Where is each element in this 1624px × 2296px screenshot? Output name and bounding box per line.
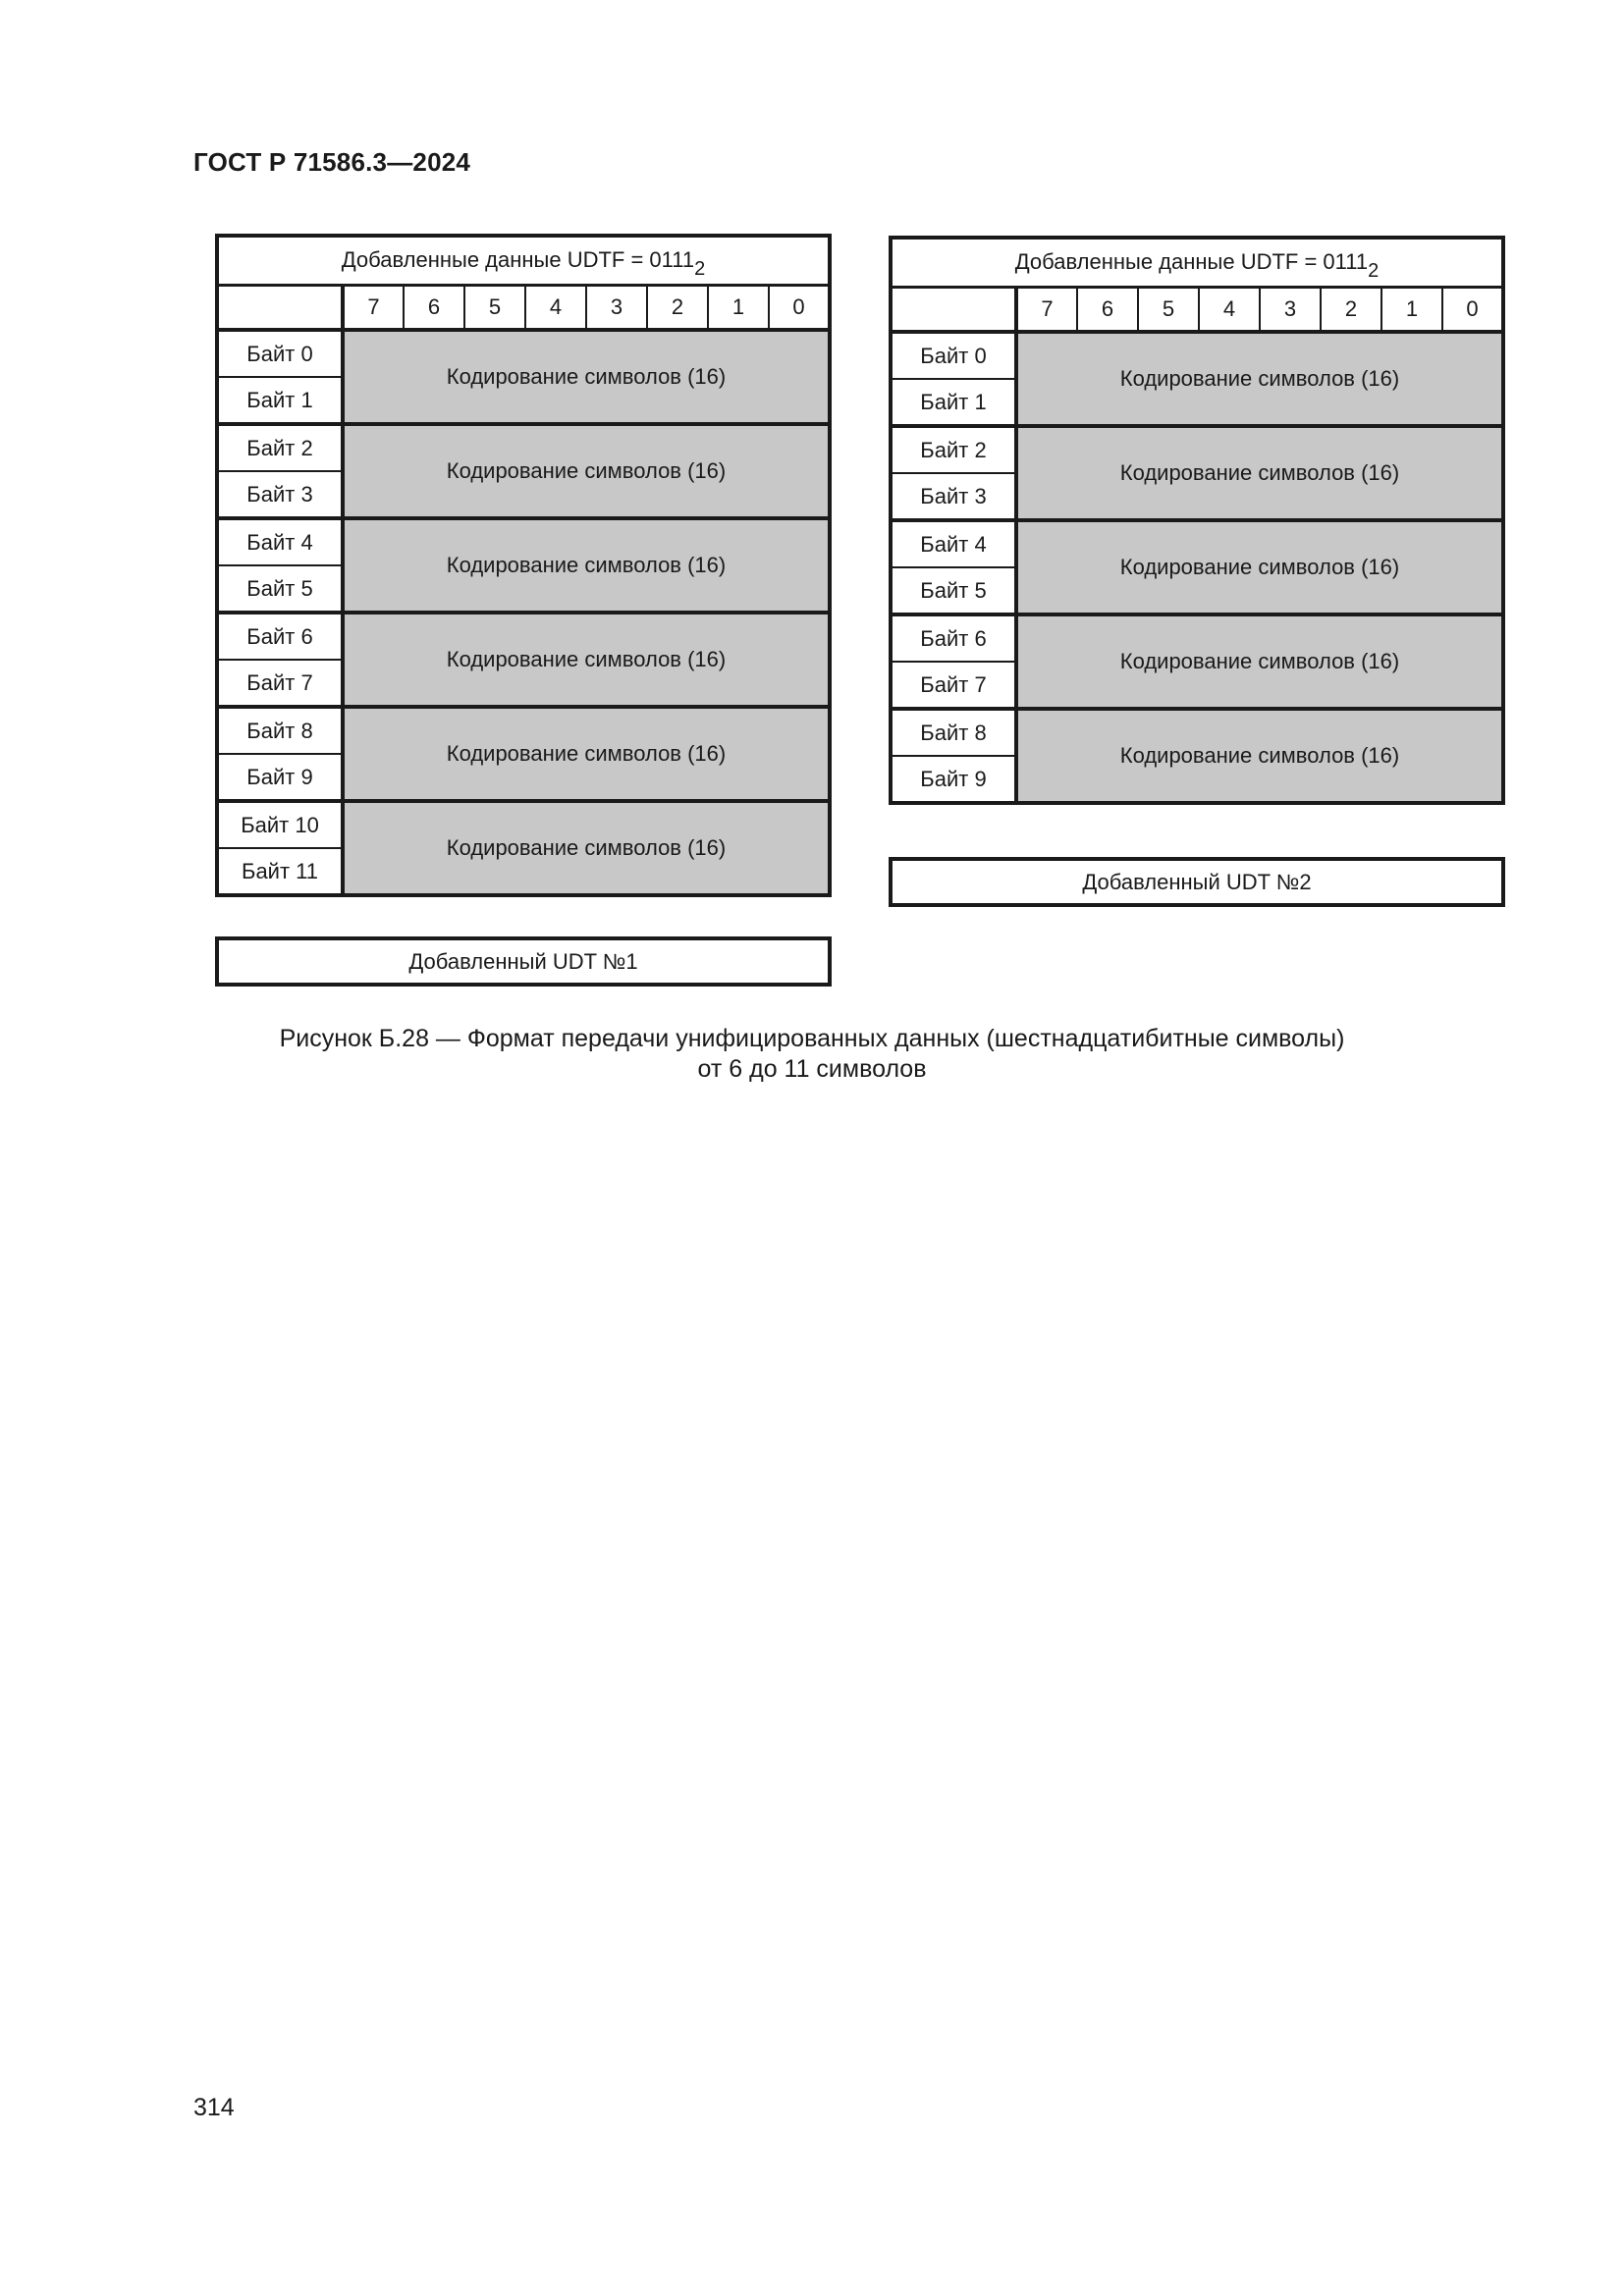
- byte-label: Байт 6: [891, 614, 1016, 662]
- byte-label: Байт 1: [891, 379, 1016, 426]
- byte-label: Байт 4: [891, 520, 1016, 567]
- byte-label: Байт 9: [217, 754, 343, 801]
- figure-caption: [0, 1024, 1624, 1085]
- character-encoding-cell: Кодирование символов (16): [343, 424, 830, 518]
- character-encoding-cell: Кодирование символов (16): [1016, 426, 1503, 520]
- byte-label: Байт 8: [217, 707, 343, 754]
- bit-header: 6: [404, 285, 464, 330]
- page-number: 314: [193, 2094, 235, 2121]
- byte-label: Байт 10: [217, 801, 343, 848]
- title-main: Добавленные данные UDTF = 0111: [1014, 249, 1369, 275]
- byte-label: Байт 0: [217, 330, 343, 377]
- format-table-right: [889, 236, 1505, 805]
- character-encoding-cell: Кодирование символов (16): [343, 613, 830, 707]
- bit-header: 6: [1077, 287, 1138, 332]
- caption-line-1: Рисунок Б.28 — Формат передачи унифицированных данных (шестнадцатибитные символы): [279, 1025, 1345, 1052]
- byte-label: Байт 2: [217, 424, 343, 471]
- byte-label: Байт 8: [891, 709, 1016, 756]
- header-corner-cell: [217, 285, 343, 330]
- byte-label: Байт 5: [217, 565, 343, 613]
- byte-label: Байт 7: [891, 662, 1016, 709]
- character-encoding-cell: Кодирование символов (16): [1016, 520, 1503, 614]
- title-subscript: 2: [694, 258, 706, 281]
- header-corner-cell: [891, 287, 1016, 332]
- byte-label: Байт 7: [217, 660, 343, 707]
- bit-header: 2: [647, 285, 708, 330]
- byte-label: Байт 5: [891, 567, 1016, 614]
- byte-label: Байт 11: [217, 848, 343, 895]
- title-subscript: 2: [1368, 260, 1380, 283]
- bit-header: 4: [1199, 287, 1260, 332]
- byte-label: Байт 3: [217, 471, 343, 518]
- byte-label: Байт 9: [891, 756, 1016, 803]
- document-standard-header: ГОСТ Р 71586.3—2024: [193, 147, 471, 177]
- bit-header: 0: [1442, 287, 1503, 332]
- character-encoding-cell: Кодирование символов (16): [1016, 614, 1503, 709]
- bit-header: 1: [708, 285, 769, 330]
- byte-label: Байт 6: [217, 613, 343, 660]
- title-main: Добавленные данные UDTF = 0111: [341, 247, 695, 273]
- added-udt-2-box: [889, 857, 1505, 907]
- table-title: [891, 238, 1503, 287]
- character-encoding-cell: Кодирование символов (16): [343, 330, 830, 424]
- byte-label: Байт 1: [217, 377, 343, 424]
- added-udt-1-box: [215, 936, 832, 987]
- bit-header: 4: [525, 285, 586, 330]
- character-encoding-cell: Кодирование символов (16): [343, 518, 830, 613]
- byte-label: Байт 3: [891, 473, 1016, 520]
- byte-label: Байт 2: [891, 426, 1016, 473]
- table-title: [217, 236, 830, 285]
- udt-label: Добавленный UDT №1: [408, 948, 638, 974]
- bit-header: 3: [1260, 287, 1321, 332]
- character-encoding-cell: Кодирование символов (16): [1016, 709, 1503, 803]
- bit-header: 5: [464, 285, 525, 330]
- bit-header: 7: [1016, 287, 1077, 332]
- bit-header: 2: [1321, 287, 1381, 332]
- format-table-left: [215, 234, 832, 897]
- byte-label: Байт 0: [891, 332, 1016, 379]
- udt-label: Добавленный UDT №2: [1082, 869, 1312, 894]
- bit-header: 0: [769, 285, 830, 330]
- bit-header: 1: [1381, 287, 1442, 332]
- bit-header: 7: [343, 285, 404, 330]
- byte-label: Байт 4: [217, 518, 343, 565]
- caption-line-2: от 6 до 11 символов: [697, 1055, 927, 1083]
- bit-header: 3: [586, 285, 647, 330]
- character-encoding-cell: Кодирование символов (16): [1016, 332, 1503, 426]
- character-encoding-cell: Кодирование символов (16): [343, 707, 830, 801]
- bit-header: 5: [1138, 287, 1199, 332]
- character-encoding-cell: Кодирование символов (16): [343, 801, 830, 895]
